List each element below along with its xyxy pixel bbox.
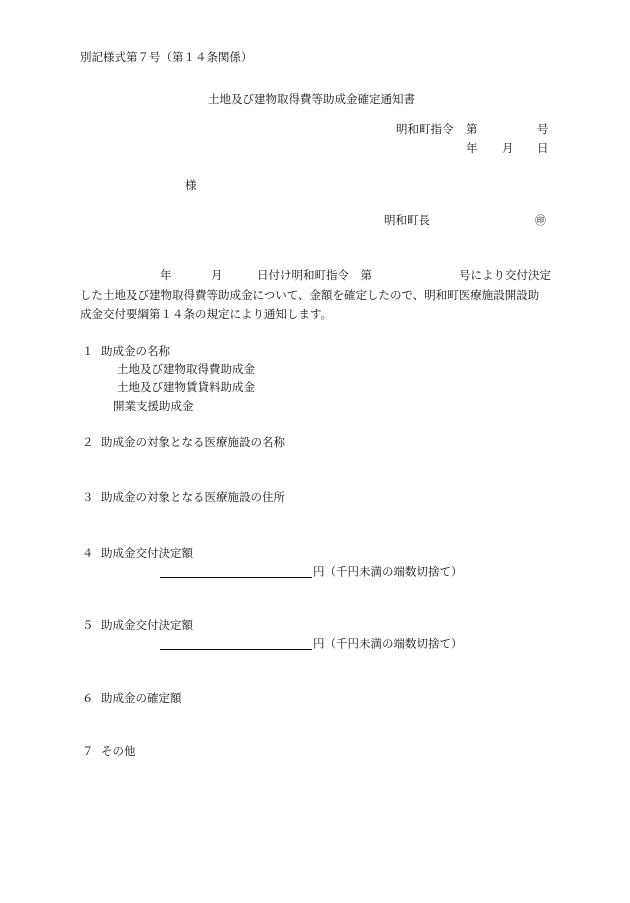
item-label: その他: [101, 744, 136, 758]
body-month: 月: [211, 268, 223, 282]
item-label: 助成金の確定額: [101, 691, 182, 705]
amount-unit: 円: [313, 636, 325, 651]
date-month: 月: [502, 141, 514, 155]
item-number: ４: [82, 546, 94, 560]
amount-line: [160, 636, 463, 650]
item-label: 助成金交付決定額: [101, 546, 193, 560]
body-line-2: した土地及び建物取得費等助成金について、金額を確定したので、明和町医療施設開設助: [80, 288, 540, 302]
item-label: 助成金の対象となる医療施設の名称: [101, 435, 285, 449]
body-line-3: 成金交付要綱第１４条の規定により通知します。: [80, 307, 333, 321]
item-label: 助成金交付決定額: [101, 618, 193, 632]
body-end: 号により交付決定: [459, 268, 551, 282]
amount-underline: [160, 564, 312, 578]
amount-note: （千円未満の端数切捨て）: [324, 636, 463, 651]
grant-name: 開業支援助成金: [113, 399, 194, 413]
item-number: ２: [82, 435, 94, 449]
number-prefix: 第: [466, 122, 478, 136]
item-label: 助成金の対象となる医療施設の住所: [101, 490, 285, 504]
date-day: 日: [537, 141, 549, 155]
grant-name: 土地及び建物取得費助成金: [117, 362, 255, 376]
amount-line: [160, 564, 463, 578]
date-year: 年: [466, 141, 478, 155]
office-label: 明和町指令: [396, 122, 454, 136]
recipient-honorific: 様: [185, 178, 197, 192]
item-number: ３: [82, 490, 94, 504]
grant-name: 土地及び建物賃貸料助成金: [117, 380, 255, 394]
body-mid: 日付け明和町指令 第: [257, 268, 372, 282]
amount-unit: 円: [313, 564, 325, 579]
sender-name: 明和町長: [384, 213, 430, 227]
amount-note: （千円未満の端数切捨て）: [324, 564, 463, 579]
form-label: 別記様式第７号（第１４条関係）: [80, 50, 253, 64]
document-title: 土地及び建物取得費等助成金確定通知書: [208, 92, 415, 106]
item-number: ６: [82, 691, 94, 705]
item-number: １: [82, 344, 94, 358]
number-suffix: 号: [537, 122, 549, 136]
seal-mark: ㊞: [535, 214, 546, 227]
amount-underline: [160, 636, 312, 650]
item-number: ５: [82, 618, 94, 632]
item-number: ７: [82, 744, 94, 758]
item-label: 助成金の名称: [101, 344, 170, 358]
body-year: 年: [160, 268, 172, 282]
